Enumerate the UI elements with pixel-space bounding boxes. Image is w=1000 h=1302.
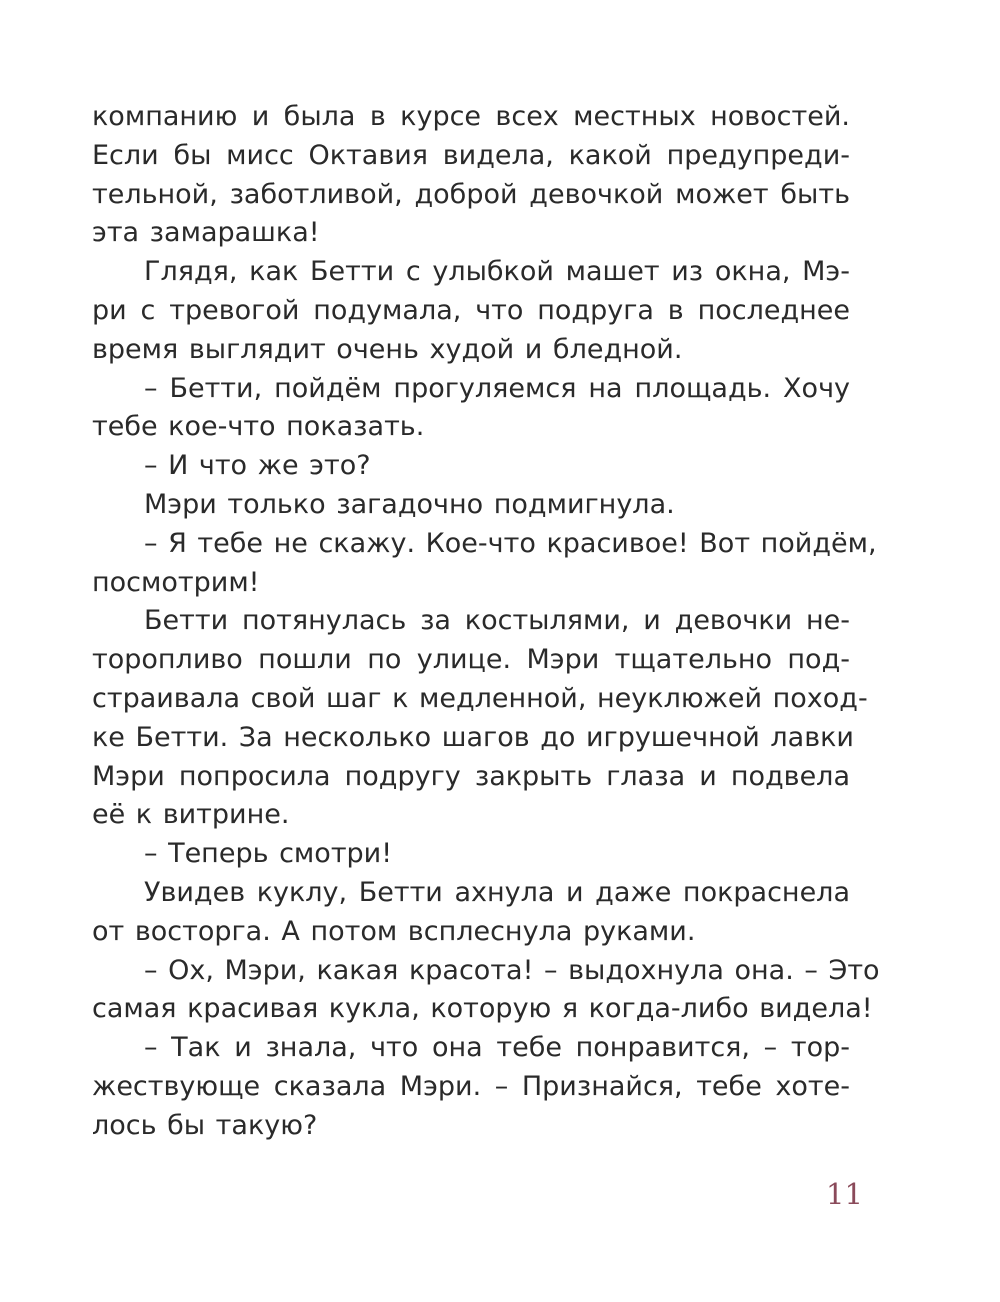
text-line: Увидев куклу, Бетти ахнула и даже покраснела (144, 876, 850, 908)
text-line: – Ох, Мэри, какая красота! – выдохнула она. – Это (144, 954, 880, 986)
text-line: Глядя, как Бетти с улыбкой машет из окна, Мэ- (144, 256, 850, 288)
text-line: – Теперь смотри! (144, 838, 393, 870)
text-line: торопливо пошли по улице. Мэри тщательно под- (92, 644, 850, 676)
text-line: – Я тебе не скажу. Кое-что красивое! Вот пойдём, (144, 527, 877, 559)
text-line: время выглядит очень худой и бледной. (92, 333, 683, 365)
text-line: жествующе сказала Мэри. – Признайся, тебе хоте- (92, 1070, 850, 1102)
text-line: Мэри попросила подругу закрыть глаза и подвела (92, 760, 850, 792)
text-line: её к витрине. (92, 799, 290, 831)
page-number: 11 (826, 1177, 863, 1211)
text-line: тебе кое-что показать. (92, 411, 425, 443)
text-line: – Бетти, пойдём прогуляемся на площадь. Хочу (144, 372, 850, 404)
text-line: – И что же это? (144, 450, 371, 482)
text-line: ке Бетти. За несколько шагов до игрушечной лавки (92, 721, 854, 753)
text-line: – Так и знала, что она тебе понравится, – тор- (144, 1032, 850, 1064)
text-line: Мэри только загадочно подмигнула. (144, 488, 675, 520)
text-line: лось бы такую? (92, 1109, 318, 1141)
text-line: страивала свой шаг к медленной, неуклюжей поход- (92, 682, 868, 714)
text-line: компанию и была в курсе всех местных новостей. (92, 101, 850, 132)
text-line: самая красивая кукла, которую я когда-либо видела! (92, 993, 873, 1025)
text-line: посмотрим! (92, 566, 260, 598)
text-line: Бетти потянулась за костылями, и девочки не- (144, 605, 850, 637)
text-line: от восторга. А потом всплеснула руками. (92, 915, 696, 947)
text-line: Если бы мисс Октавия видела, какой предупреди- (92, 139, 850, 171)
text-line: тельной, заботливой, доброй девочкой может быть (92, 178, 850, 210)
text-line: эта замарашка! (92, 217, 320, 249)
book-page-text (92, 98, 880, 1146)
text-line: ри с тревогой подумала, что подруга в последнее (92, 294, 850, 326)
